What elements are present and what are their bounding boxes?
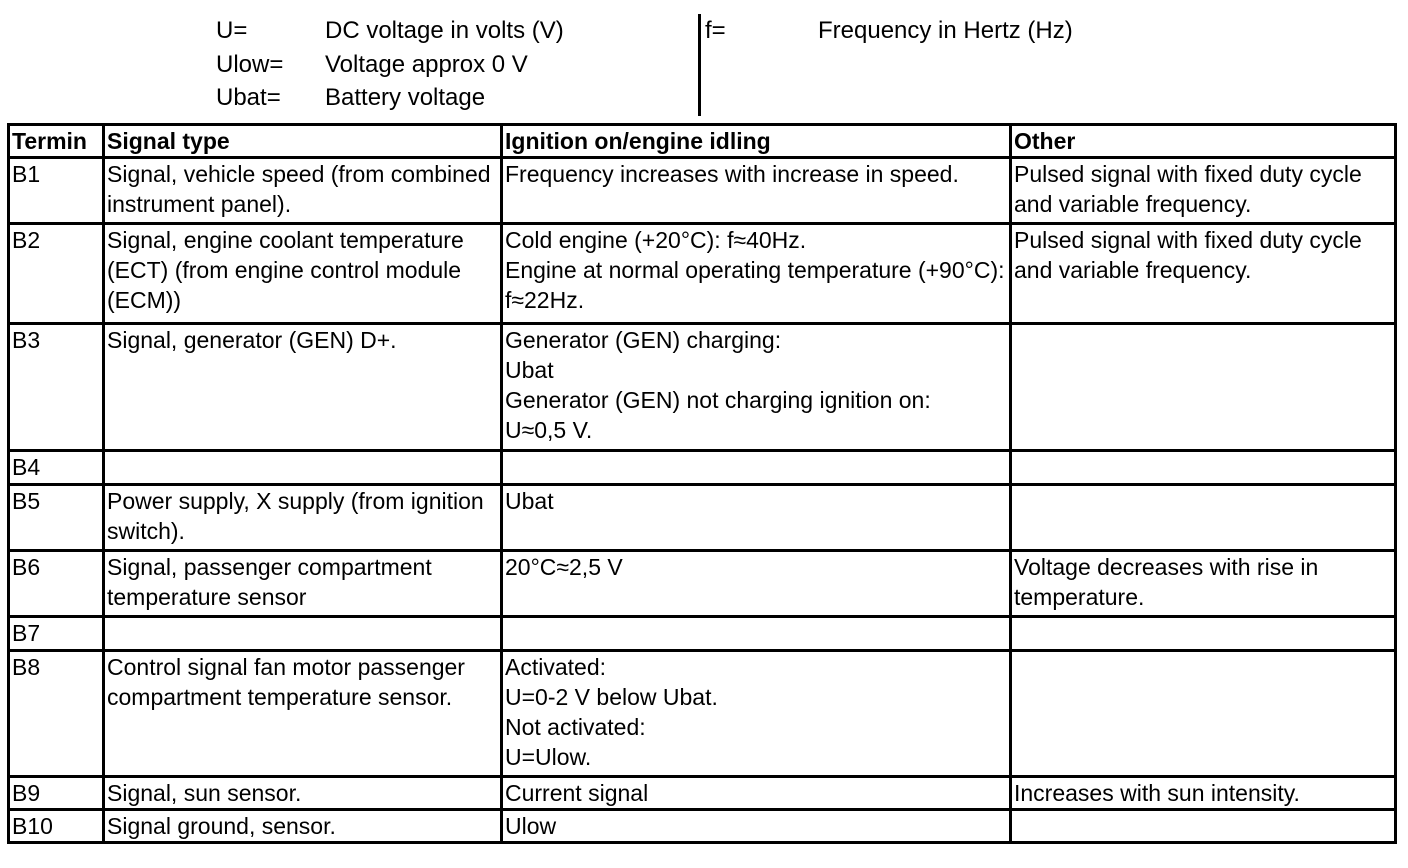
cell-terminal: B3 xyxy=(9,324,104,451)
table-header-row xyxy=(9,125,1396,158)
cell-signal-type: Power supply, X supply (from ignition switch). xyxy=(104,485,502,551)
cell-other xyxy=(1011,617,1396,651)
table-row xyxy=(9,651,1396,777)
cell-ignition-on: Current signal xyxy=(502,777,1011,810)
header-ignition-on: Ignition on/engine idling xyxy=(502,125,1011,158)
cell-other xyxy=(1011,324,1396,451)
cell-terminal: B1 xyxy=(9,158,104,224)
table-row xyxy=(9,324,1396,451)
table-row xyxy=(9,451,1396,485)
header-other: Other xyxy=(1011,125,1396,158)
cell-ignition-on: Ulow xyxy=(502,810,1011,843)
legend-value-ulow: Voltage approx 0 V xyxy=(325,51,528,78)
cell-terminal: B5 xyxy=(9,485,104,551)
cell-other xyxy=(1011,485,1396,551)
table-row xyxy=(9,158,1396,224)
cell-terminal: B10 xyxy=(9,810,104,843)
table-row xyxy=(9,551,1396,617)
cell-ignition-on: Frequency increases with increase in speed. xyxy=(502,158,1011,224)
legend-value-ubat: Battery voltage xyxy=(325,84,486,111)
terminal-table xyxy=(7,123,1397,844)
cell-signal-type: Signal, generator (GEN) D+. xyxy=(104,324,502,451)
legend-value-u: DC voltage in volts (V) xyxy=(325,17,564,44)
cell-ignition-on xyxy=(502,451,1011,485)
cell-terminal: B8 xyxy=(9,651,104,777)
cell-signal-type: Signal, passenger compartment temperature sensor xyxy=(104,551,502,617)
cell-other: Pulsed signal with fixed duty cycle and variable frequency. xyxy=(1011,158,1396,224)
cell-other: Voltage decreases with rise in temperature. xyxy=(1011,551,1396,617)
cell-terminal: B4 xyxy=(9,451,104,485)
legend-key-ulow: Ulow= xyxy=(216,51,284,78)
legend-divider xyxy=(698,14,701,116)
cell-signal-type: Signal, vehicle speed (from combined instrument panel). xyxy=(104,158,502,224)
cell-ignition-on xyxy=(502,617,1011,651)
abbreviation-legend xyxy=(0,14,1408,118)
cell-signal-type: Signal, engine coolant temperature (ECT) (from engine control module (ECM)) xyxy=(104,224,502,324)
legend-key-f: f= xyxy=(705,17,726,44)
legend-value-f: Frequency in Hertz (Hz) xyxy=(818,17,1073,44)
cell-other: Pulsed signal with fixed duty cycle and variable frequency. xyxy=(1011,224,1396,324)
cell-signal-type: Signal, sun sensor. xyxy=(104,777,502,810)
table-row xyxy=(9,777,1396,810)
cell-ignition-on: Cold engine (+20°C): f≈40Hz. Engine at normal operating temperature (+90°C): f≈22Hz. xyxy=(502,224,1011,324)
table-row xyxy=(9,485,1396,551)
cell-terminal: B6 xyxy=(9,551,104,617)
cell-ignition-on: Ubat xyxy=(502,485,1011,551)
cell-other xyxy=(1011,810,1396,843)
cell-signal-type xyxy=(104,451,502,485)
cell-signal-type: Signal ground, sensor. xyxy=(104,810,502,843)
cell-terminal: B2 xyxy=(9,224,104,324)
legend-key-u: U= xyxy=(216,17,248,44)
cell-ignition-on: 20°C≈2,5 V xyxy=(502,551,1011,617)
header-signal-type: Signal type xyxy=(104,125,502,158)
table-row xyxy=(9,224,1396,324)
cell-other: Increases with sun intensity. xyxy=(1011,777,1396,810)
table-row xyxy=(9,617,1396,651)
cell-signal-type xyxy=(104,617,502,651)
cell-terminal: B7 xyxy=(9,617,104,651)
table-row xyxy=(9,810,1396,843)
cell-other xyxy=(1011,451,1396,485)
cell-ignition-on: Generator (GEN) charging: Ubat Generator (GEN) not charging ignition on: U≈0,5 V. xyxy=(502,324,1011,451)
cell-ignition-on: Activated: U=0-2 V below Ubat. Not activated: U=Ulow. xyxy=(502,651,1011,777)
cell-terminal: B9 xyxy=(9,777,104,810)
cell-signal-type: Control signal fan motor passenger compartment temperature sensor. xyxy=(104,651,502,777)
cell-other xyxy=(1011,651,1396,777)
legend-key-ubat: Ubat= xyxy=(216,84,281,111)
header-terminal: Termin xyxy=(9,125,104,158)
